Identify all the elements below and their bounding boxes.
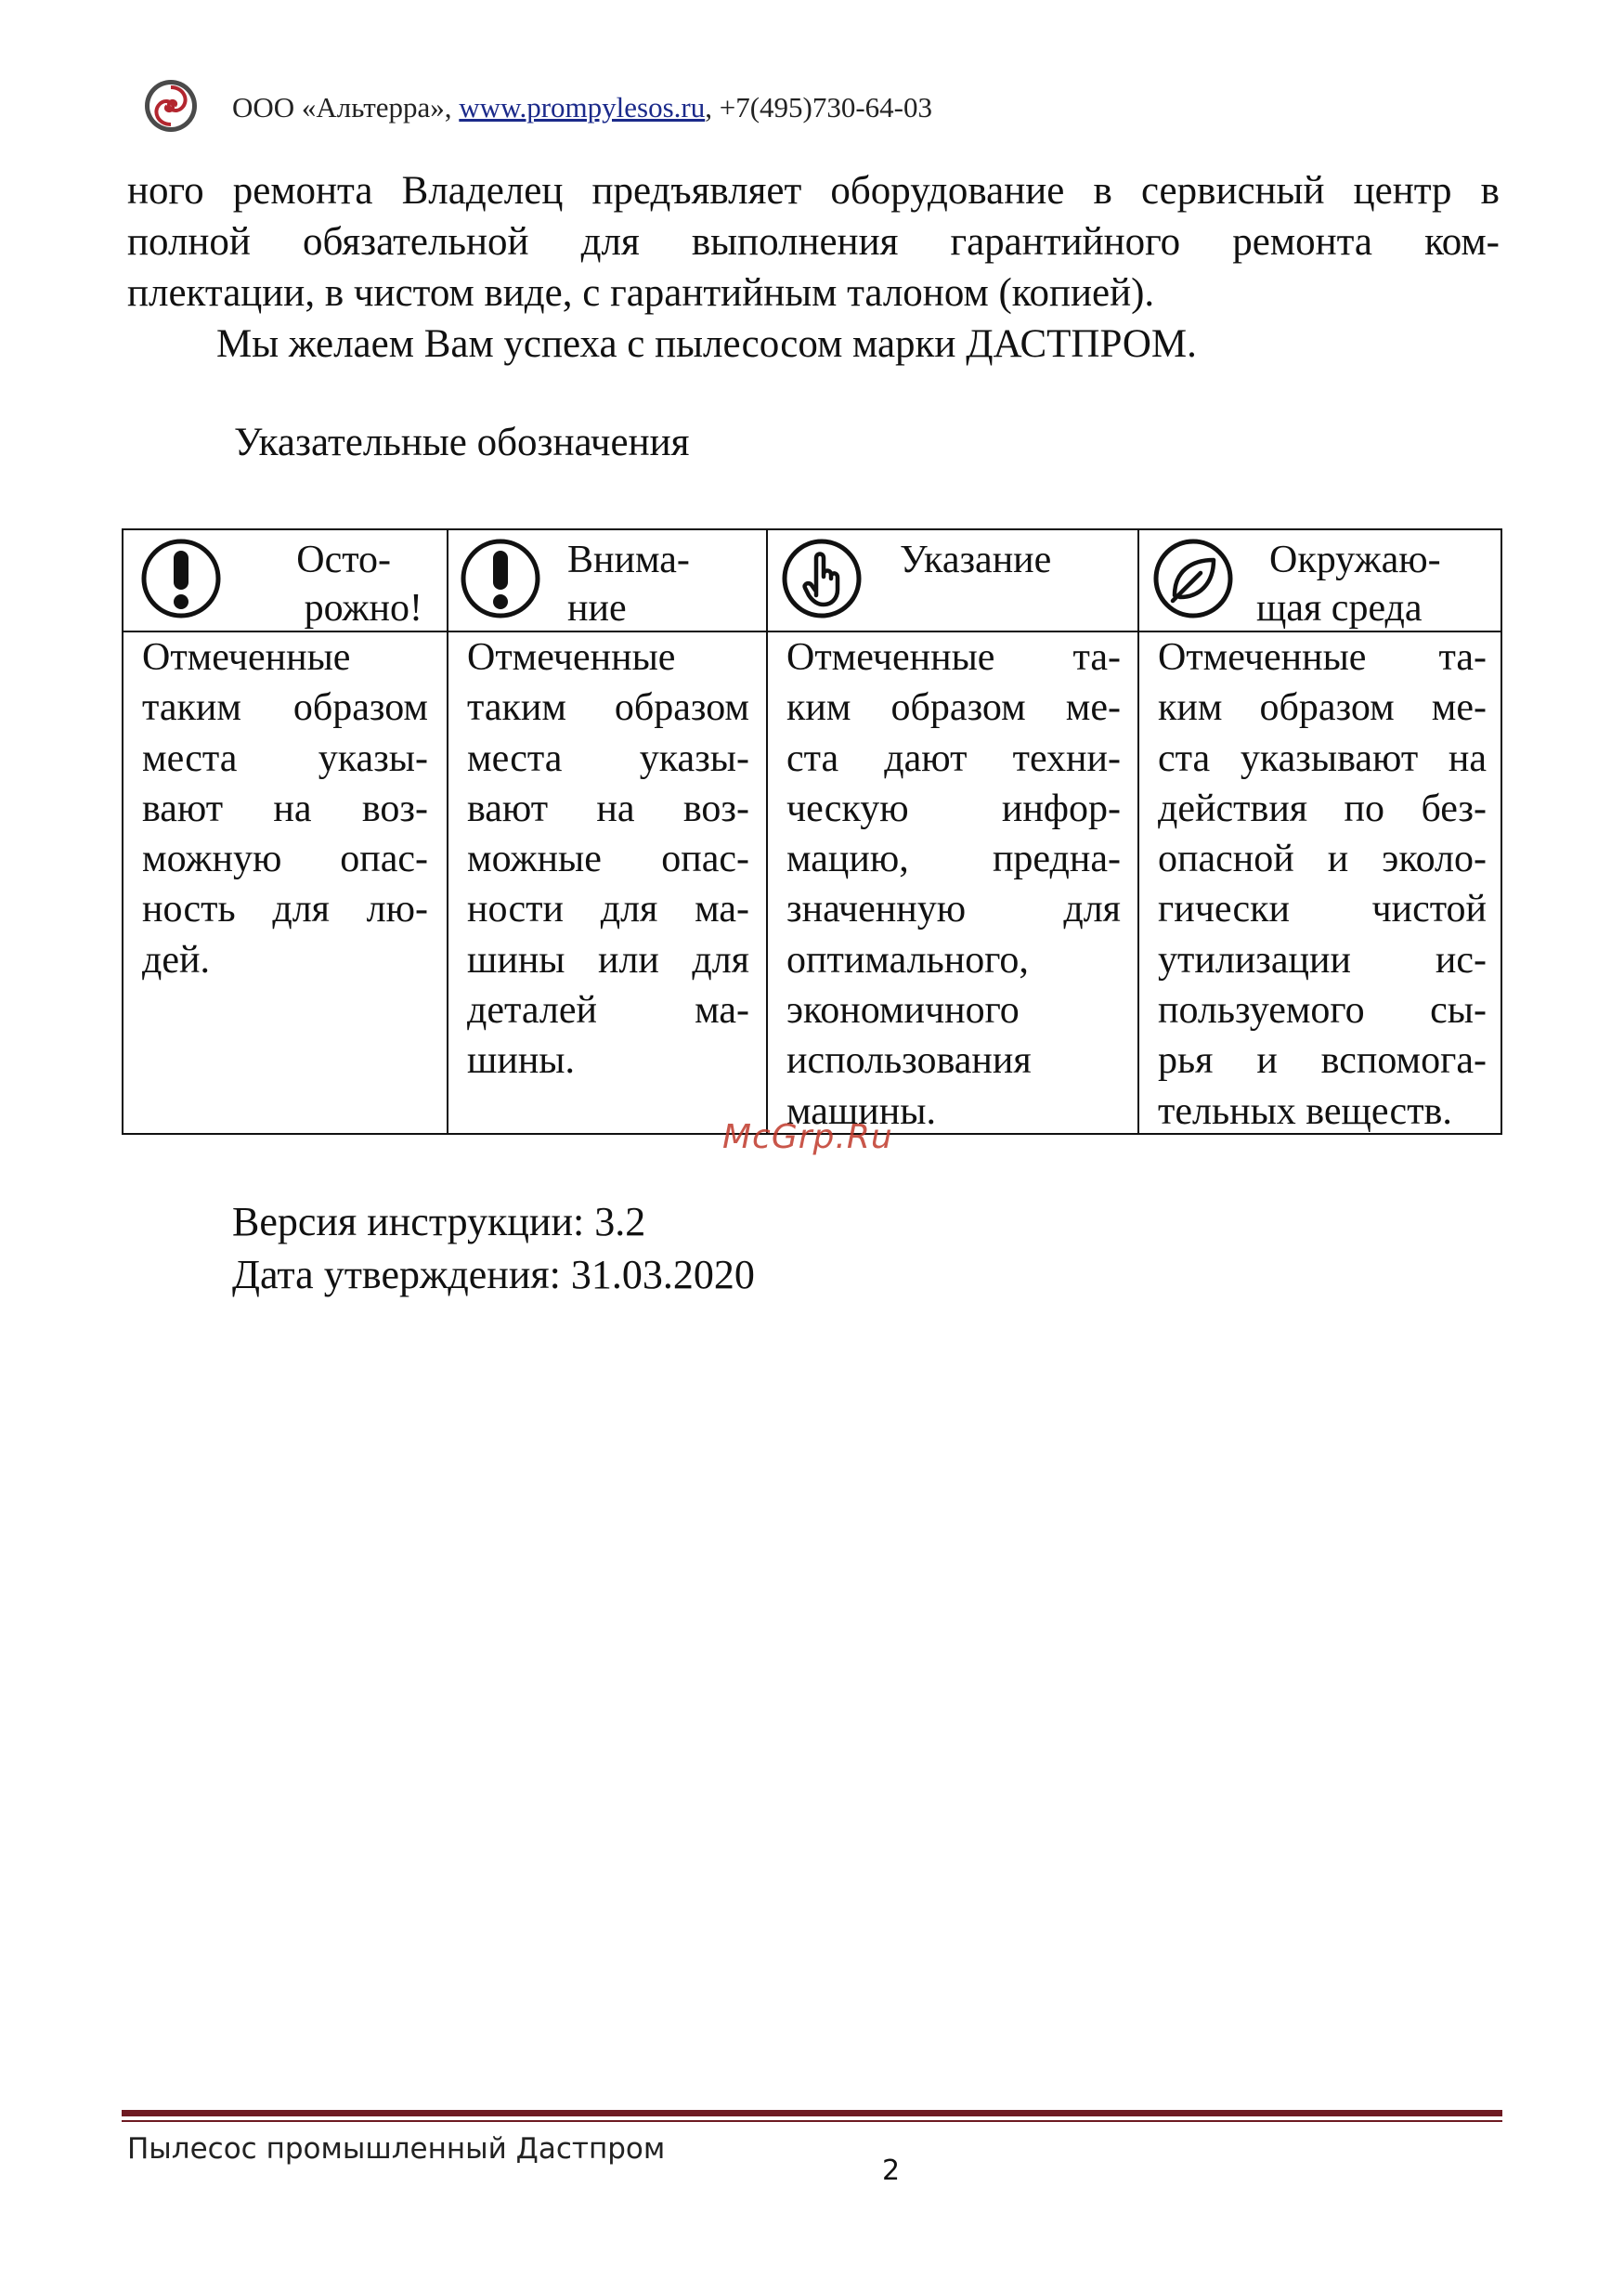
approval-date: Дата утверждения: 31.03.2020 [232, 1252, 755, 1297]
company-name: ООО «Альтерра», [232, 91, 460, 124]
cell-line: ким образом ме- [1158, 686, 1487, 730]
cell-line: ность для лю- [142, 888, 428, 931]
instruction-description [786, 632, 1121, 1137]
cell-line: Отмеченные [142, 636, 351, 679]
environment-description [1158, 632, 1487, 1137]
cell-line: значенную для [786, 888, 1121, 931]
header-instruction-line1: Указание [900, 539, 1052, 581]
cell-line: таким образом [142, 686, 428, 730]
cell-line: таким образом [467, 686, 749, 730]
caution-description [142, 632, 428, 985]
intro-paragraph [127, 165, 1500, 319]
header-caution [123, 530, 447, 631]
wish-sentence: Мы желаем Вам успеха с пылесосом марки ДАСТПРОМ. [216, 322, 1197, 366]
cell-line: Отмеченные [467, 636, 676, 679]
exclamation-circle-icon [460, 538, 541, 619]
intro-line: плектации, в чистом виде, с гарантийным талоном (копией). [127, 271, 1155, 315]
cell-line: действия по без- [1158, 787, 1487, 830]
intro-line: полной обязательной для выполнения гарантийного ремонта ком- [127, 220, 1500, 264]
cell-line: дей. [142, 938, 210, 982]
cell-line: использования [786, 1039, 1032, 1083]
cell-line: можную опас- [142, 838, 428, 881]
header-instruction [768, 530, 1137, 631]
header-attention-line2: ние [567, 587, 627, 630]
page-number: 2 [882, 2154, 901, 2187]
cell-line: ста указывают на [1158, 736, 1487, 780]
website-link[interactable]: www.prompylesos.ru [459, 91, 706, 124]
header-attention [448, 530, 766, 631]
company-phone: , +7(495)730-64-03 [705, 91, 932, 124]
cell-line: пользуемого сы- [1158, 989, 1487, 1033]
header-environment [1139, 530, 1502, 631]
leaf-circle-icon [1152, 538, 1234, 619]
cell-line: экономичного [786, 989, 1020, 1033]
company-logo [143, 78, 199, 134]
cell-line: Отмеченные та- [1158, 636, 1487, 679]
header-caution-line2: рожно! [304, 587, 422, 630]
attention-description [467, 632, 749, 1087]
header-attention-line1: Внима- [567, 539, 690, 581]
cell-line: места указы- [142, 736, 428, 780]
cell-line: шины. [467, 1039, 576, 1083]
cell-line: машины. [786, 1089, 936, 1133]
cell-line: деталей ма- [467, 989, 749, 1033]
watermark: McGrp.Ru [722, 1118, 893, 1156]
cell-line: ста дают техни- [786, 736, 1121, 780]
header-environment-line1: Окружаю- [1269, 539, 1441, 581]
cell-line: Отмеченные та- [786, 636, 1121, 679]
exclamation-circle-icon [140, 538, 222, 619]
instruction-version: Версия инструкции: 3.2 [232, 1199, 646, 1244]
cell-line: вают на воз- [142, 787, 428, 830]
cell-line: оптимального, [786, 938, 1029, 982]
cell-line: мацию, предна- [786, 838, 1121, 881]
header-caution-line1: Осто- [296, 539, 391, 581]
header-environment-line2: щая среда [1256, 587, 1423, 630]
pointing-hand-icon [781, 538, 863, 619]
footer-rule [122, 2110, 1502, 2116]
cell-line: ности для ма- [467, 888, 749, 931]
footer-rule-thin [122, 2120, 1502, 2122]
cell-line: опасной и эколо- [1158, 838, 1487, 881]
cell-line: утилизации ис- [1158, 938, 1487, 982]
cell-line: вают на воз- [467, 787, 749, 830]
section-title: Указательные обозначения [234, 421, 690, 464]
intro-line: ного ремонта Владелец предъявляет оборудование в сервисный центр в [127, 169, 1500, 213]
cell-line: гически чистой [1158, 888, 1487, 931]
cell-line: ческую инфор- [786, 787, 1121, 830]
cell-line: места указы- [467, 736, 749, 780]
symbols-table [122, 528, 1502, 1135]
cell-line: можные опас- [467, 838, 749, 881]
cell-line: тельных веществ. [1158, 1089, 1452, 1133]
company-contact-line [232, 91, 932, 124]
cell-line: шины или для [467, 938, 749, 982]
cell-line: ким образом ме- [786, 686, 1121, 730]
cell-line: рья и вспомога- [1158, 1039, 1487, 1083]
footer-title: Пылесос промышленный Дастпром [127, 2132, 666, 2166]
